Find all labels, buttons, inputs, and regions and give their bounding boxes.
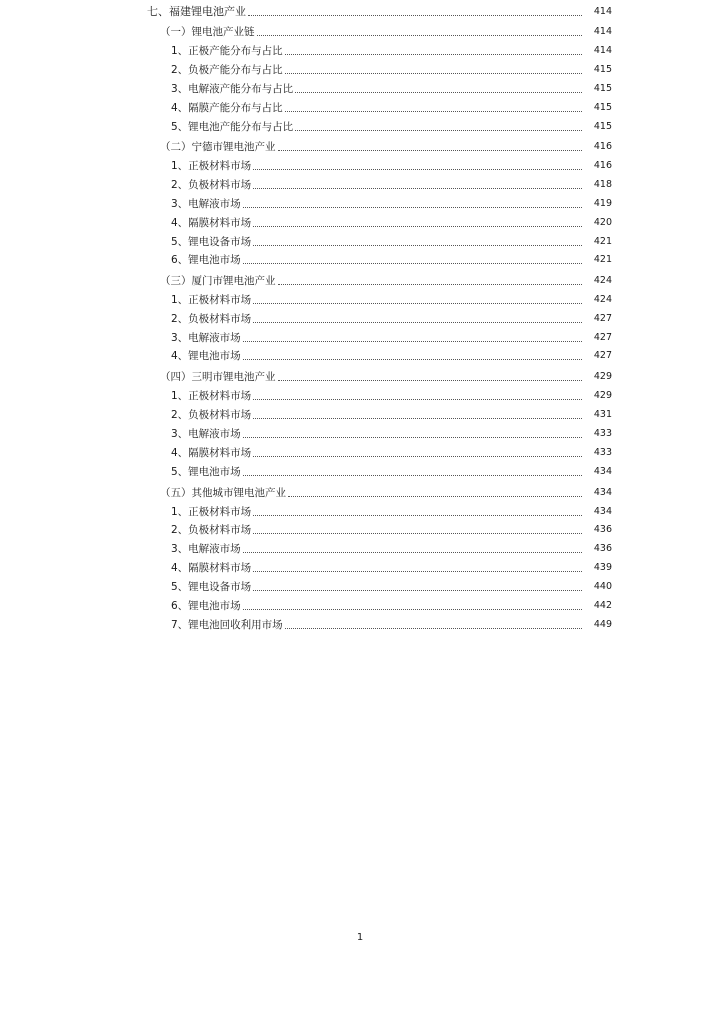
- toc-entry-label: 5、锂电池市场: [171, 466, 241, 478]
- toc-entry-page: 424: [593, 294, 612, 305]
- toc-dot-leader: [253, 455, 582, 457]
- toc-dot-leader: [243, 358, 582, 360]
- toc-entry-page: 434: [593, 506, 612, 517]
- toc-entry-label: （二）宁德市锂电池产业: [160, 141, 276, 153]
- toc-entry-page: 415: [593, 64, 612, 75]
- toc-dot-leader: [278, 379, 583, 381]
- toc-entry[interactable]: [171, 463, 612, 479]
- toc-dot-leader: [243, 551, 582, 553]
- toc-entry-label: 3、电解液产能分布与占比: [171, 83, 294, 95]
- toc-entry-label: 7、锂电池回收利用市场: [171, 619, 283, 631]
- toc-entry-label: 1、正极材料市场: [171, 160, 252, 172]
- toc-entry[interactable]: [160, 368, 612, 384]
- toc-dot-leader: [253, 514, 582, 516]
- toc-entry-label: 2、负极材料市场: [171, 524, 252, 536]
- toc-entry[interactable]: [171, 616, 612, 632]
- toc-dot-leader: [253, 589, 582, 591]
- toc-entry-label: 3、电解液市场: [171, 428, 241, 440]
- toc-entry-page: 416: [593, 160, 612, 171]
- page-number: 1: [356, 932, 364, 943]
- toc-entry-label: 2、负极材料市场: [171, 409, 252, 421]
- toc-dot-leader: [253, 398, 582, 400]
- toc-entry-label: 2、负极产能分布与占比: [171, 64, 283, 76]
- toc-entry-page: 421: [593, 236, 612, 247]
- toc-entry-page: 427: [593, 332, 612, 343]
- toc-entry[interactable]: [171, 42, 612, 58]
- toc-entry[interactable]: [171, 99, 612, 115]
- toc-entry-label: 3、电解液市场: [171, 543, 241, 555]
- toc-dot-leader: [243, 436, 582, 438]
- toc-entry-label: 1、正极材料市场: [171, 390, 252, 402]
- toc-entry[interactable]: [171, 387, 612, 403]
- toc-dot-leader: [253, 417, 582, 419]
- toc-entry[interactable]: [171, 291, 612, 307]
- toc-entry[interactable]: [171, 503, 612, 519]
- toc-entry[interactable]: [171, 157, 612, 173]
- toc-entry[interactable]: [160, 23, 612, 39]
- toc-entry-page: 418: [593, 179, 612, 190]
- toc-dot-leader: [243, 206, 582, 208]
- toc-entry-page: 427: [593, 350, 612, 361]
- toc-entry-label: 5、锂电池产能分布与占比: [171, 121, 294, 133]
- toc-entry[interactable]: [171, 521, 612, 537]
- toc-entry[interactable]: [171, 195, 612, 211]
- toc-dot-leader: [253, 244, 582, 246]
- toc-entry-label: 3、电解液市场: [171, 332, 241, 344]
- toc-entry-page: 449: [593, 619, 612, 630]
- toc-entry-label: 4、隔膜材料市场: [171, 217, 252, 229]
- toc-entry-page: 434: [593, 466, 612, 477]
- toc-entry[interactable]: [160, 138, 612, 154]
- toc-dot-leader: [253, 187, 582, 189]
- toc-entry-label: 6、锂电池市场: [171, 600, 241, 612]
- toc-dot-leader: [288, 495, 582, 497]
- toc-dot-leader: [248, 14, 582, 16]
- toc-dot-leader: [253, 321, 582, 323]
- toc-entry[interactable]: [171, 176, 612, 192]
- toc-entry-label: （四）三明市锂电池产业: [160, 371, 276, 383]
- toc-entry-page: 434: [593, 487, 612, 498]
- toc-dot-leader: [253, 168, 582, 170]
- toc-dot-leader: [243, 262, 582, 264]
- toc-entry-label: 5、锂电设备市场: [171, 236, 252, 248]
- toc-entry[interactable]: [171, 540, 612, 556]
- toc-dot-leader: [285, 110, 582, 112]
- toc-entry[interactable]: [171, 310, 612, 326]
- toc-dot-leader: [253, 225, 582, 227]
- toc-entry[interactable]: [171, 329, 612, 345]
- toc-entry[interactable]: [171, 251, 612, 267]
- toc-entry-label: 3、电解液市场: [171, 198, 241, 210]
- toc-entry-page: 415: [593, 83, 612, 94]
- toc-entry-page: 414: [593, 45, 612, 56]
- toc-entry-page: 431: [593, 409, 612, 420]
- toc-entry-label: 1、正极材料市场: [171, 294, 252, 306]
- toc-entry-page: 436: [593, 524, 612, 535]
- toc-entry[interactable]: [171, 425, 612, 441]
- toc-entry-label: 4、隔膜产能分布与占比: [171, 102, 283, 114]
- toc-entry-label: 1、正极材料市场: [171, 506, 252, 518]
- toc-entry-page: 414: [593, 26, 612, 37]
- toc-dot-leader: [253, 532, 582, 534]
- toc-entry[interactable]: [171, 347, 612, 363]
- toc-dot-leader: [285, 72, 582, 74]
- toc-entry-label: 2、负极材料市场: [171, 313, 252, 325]
- toc-entry-page: 433: [593, 447, 612, 458]
- toc-entry-page: 442: [593, 600, 612, 611]
- toc-entry-page: 427: [593, 313, 612, 324]
- toc-entry-label: （一）锂电池产业链: [160, 26, 255, 38]
- toc-entry[interactable]: [147, 3, 612, 19]
- toc-entry-label: （三）厦门市锂电池产业: [160, 275, 276, 287]
- toc-dot-leader: [253, 302, 582, 304]
- toc-entry-label: 4、隔膜材料市场: [171, 447, 252, 459]
- toc-entry-page: 433: [593, 428, 612, 439]
- toc-entry[interactable]: [171, 559, 612, 575]
- toc-entry-page: 439: [593, 562, 612, 573]
- toc-entry[interactable]: [171, 118, 612, 134]
- toc-entry[interactable]: [171, 80, 612, 96]
- toc-dot-leader: [285, 627, 582, 629]
- toc-entry[interactable]: [171, 597, 612, 613]
- toc-dot-leader: [295, 91, 582, 93]
- toc-entry-page: 419: [593, 198, 612, 209]
- toc-entry[interactable]: [171, 214, 612, 230]
- toc-dot-leader: [278, 283, 583, 285]
- toc-entry-page: 436: [593, 543, 612, 554]
- toc-entry[interactable]: [160, 272, 612, 288]
- toc-entry[interactable]: [171, 406, 612, 422]
- toc-entry-page: 429: [593, 390, 612, 401]
- toc-entry[interactable]: [171, 61, 612, 77]
- toc-dot-leader: [257, 34, 583, 36]
- toc-entry-page: 414: [593, 6, 612, 17]
- toc-entry-label: 1、正极产能分布与占比: [171, 45, 283, 57]
- toc-entry-label: 2、负极材料市场: [171, 179, 252, 191]
- toc-entry-page: 429: [593, 371, 612, 382]
- toc-entry-label: 七、福建锂电池产业: [147, 5, 246, 18]
- toc-entry-page: 424: [593, 275, 612, 286]
- toc-entry-label: 4、锂电池市场: [171, 350, 241, 362]
- toc-dot-leader: [253, 570, 582, 572]
- toc-entry-label: 6、锂电池市场: [171, 254, 241, 266]
- toc-dot-leader: [243, 474, 582, 476]
- toc-entry-label: 4、隔膜材料市场: [171, 562, 252, 574]
- toc-dot-leader: [278, 149, 583, 151]
- toc-entry-page: 421: [593, 254, 612, 265]
- toc-dot-leader: [243, 340, 582, 342]
- toc-entry[interactable]: [171, 444, 612, 460]
- toc-entry-page: 415: [593, 121, 612, 132]
- toc-entry-label: （五）其他城市锂电池产业: [160, 487, 286, 499]
- toc-entry[interactable]: [171, 233, 612, 249]
- toc-dot-leader: [295, 129, 582, 131]
- toc-entry[interactable]: [171, 578, 612, 594]
- toc-entry-page: 415: [593, 102, 612, 113]
- toc-entry[interactable]: [160, 484, 612, 500]
- toc-entry-label: 5、锂电设备市场: [171, 581, 252, 593]
- toc-entry-page: 416: [593, 141, 612, 152]
- toc-entry-page: 440: [593, 581, 612, 592]
- toc-entry-page: 420: [593, 217, 612, 228]
- toc-dot-leader: [285, 53, 582, 55]
- toc-dot-leader: [243, 608, 582, 610]
